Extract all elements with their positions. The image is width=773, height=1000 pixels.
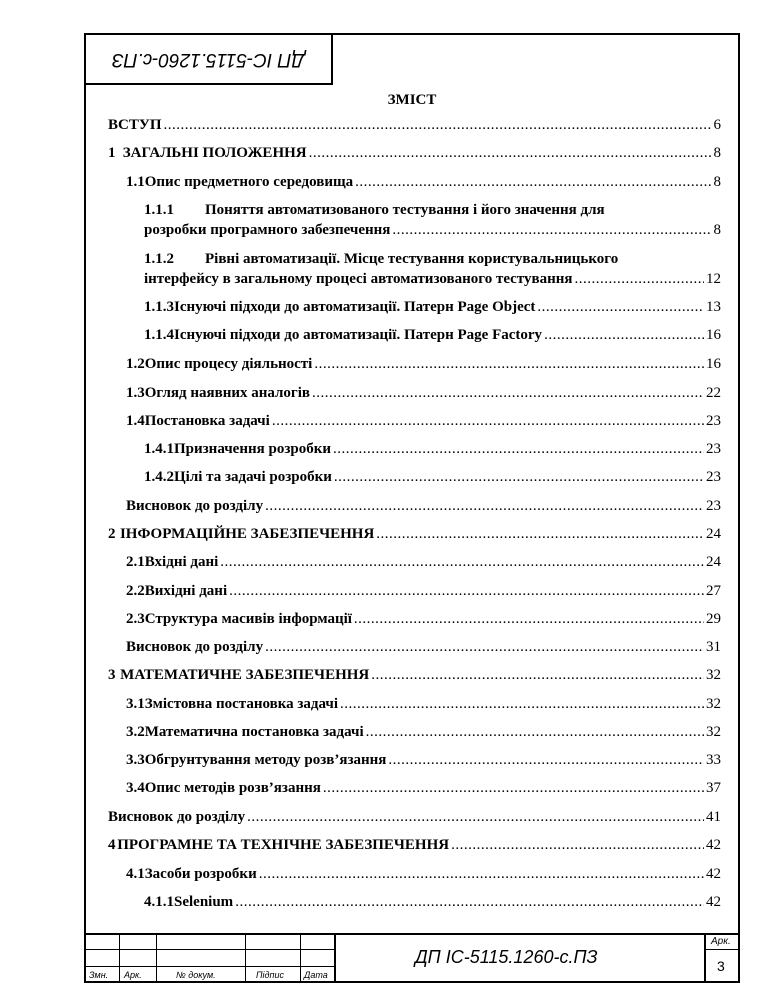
- toc-entry-number: 1.1: [126, 174, 145, 190]
- toc-entry-page: 32: [706, 696, 721, 712]
- toc-leader: [164, 116, 712, 135]
- toc-entry-page: 23: [706, 413, 721, 429]
- toc-entry-number: 2.2: [126, 583, 145, 599]
- toc-entry-page: 8: [713, 145, 721, 161]
- toc-leader: [314, 355, 704, 374]
- toc-entry: [126, 553, 721, 572]
- toc-entry-page: 24: [706, 526, 721, 542]
- toc-entry-number: 3.1: [126, 696, 145, 712]
- grid-line: [84, 966, 334, 967]
- toc-entry-number: 1.3: [126, 385, 145, 401]
- toc-entry-title: Змістовна постановка задачі: [144, 696, 339, 712]
- toc-entry-title: Обгрунтування методу розв’язання: [144, 752, 387, 768]
- toc-leader: [334, 468, 704, 487]
- toc-entry-title: ІНФОРМАЦІЙНЕ ЗАБЕЗПЕЧЕННЯ: [119, 526, 375, 542]
- toc-entry: [126, 497, 721, 516]
- toc-entry-number: 2: [108, 526, 116, 542]
- toc-entry-title: Засоби розробки: [144, 866, 257, 882]
- toc-entry-title: Призначення розробки: [174, 441, 331, 457]
- toc-entry: [144, 326, 721, 345]
- toc-leader: [247, 808, 704, 827]
- toc-entry-title: ПРОГРАМНЕ ТА ТЕХНІЧНЕ ЗАБЕЗПЕЧЕННЯ: [117, 837, 450, 853]
- toc-entry: [126, 582, 721, 601]
- toc-entry-page: 23: [706, 469, 721, 485]
- toc-entry-page: 16: [706, 356, 721, 372]
- title-block: [84, 933, 740, 983]
- toc-entry-page: 8: [713, 222, 721, 238]
- corner-stamp: [84, 33, 333, 85]
- toc-entry-number: 4: [108, 837, 116, 853]
- toc-leader: [309, 144, 712, 163]
- toc-entry-number: 3.3: [126, 752, 145, 768]
- sheet-number: 3: [717, 958, 725, 974]
- toc-leader: [312, 384, 704, 403]
- toc-entry: [126, 173, 721, 192]
- toc-entry-page: 31: [706, 639, 721, 655]
- toc-entry: [126, 355, 721, 374]
- toc-entry: [144, 893, 721, 912]
- toc-leader: [323, 779, 704, 798]
- toc-entry: [108, 116, 721, 135]
- toc-entry: [126, 751, 721, 770]
- toc-entry-number: 1.4: [126, 413, 145, 429]
- toc-leader: [235, 893, 704, 912]
- toc-entry-title: Висновок до розділу: [126, 639, 264, 655]
- toc-entry: [144, 221, 721, 240]
- toc-entry-number: 3.4: [126, 780, 145, 796]
- toc-leader: [259, 865, 704, 884]
- toc-entry: [108, 808, 721, 827]
- toc-leader: [544, 326, 704, 345]
- toc-entry-number: 2.3: [126, 611, 145, 627]
- toc-leader: [333, 440, 704, 459]
- toc-entry-page: 12: [706, 271, 721, 287]
- toc-entry-number: 1.1.1: [144, 202, 174, 218]
- toc-entry: [126, 384, 721, 403]
- toc-entry-first-line: [144, 201, 605, 220]
- col-label-sheet: Арк.: [124, 970, 142, 980]
- toc-leader: [376, 525, 704, 544]
- toc-entry-page: 42: [706, 894, 721, 910]
- corner-stamp-code: ДП ІС-5115.1260-с.ПЗ: [112, 49, 305, 70]
- toc-entry: [126, 412, 721, 431]
- toc-entry-title: Selenium: [174, 894, 234, 910]
- toc-entry: [108, 525, 721, 544]
- toc-entry-title: Цілі та задачі розробки: [174, 469, 332, 485]
- toc-entry-number: 1.4.2: [144, 469, 174, 485]
- toc-entry-page: 23: [706, 441, 721, 457]
- toc-leader: [272, 412, 704, 431]
- toc-entry: [126, 865, 721, 884]
- toc-entry-title: Опис предметного середовища: [144, 174, 354, 190]
- toc-leader: [451, 836, 704, 855]
- toc-entry-title-line1: Рівні автоматизації. Місце тестування користувальницького: [205, 251, 619, 267]
- toc-entry-page: 16: [706, 327, 721, 343]
- toc-entry: [126, 723, 721, 742]
- toc-leader: [388, 751, 704, 770]
- toc-entry-title: Існуючі підходи до автоматизації. Патерн Page Factory: [174, 327, 543, 343]
- toc-entry: [126, 610, 721, 629]
- toc-entry-title: ЗАГАЛЬНІ ПОЛОЖЕННЯ: [122, 145, 307, 161]
- toc-entry-number: 3: [108, 667, 116, 683]
- toc-entry: [144, 468, 721, 487]
- toc-entry-title: розробки програмного забезпечення: [144, 222, 391, 238]
- toc-entry: [144, 270, 721, 289]
- toc-entry-page: 8: [713, 174, 721, 190]
- title-block-top-border: [84, 933, 740, 935]
- grid-line: [119, 933, 120, 983]
- grid-line: [334, 933, 336, 983]
- grid-line: [300, 933, 301, 983]
- toc-entry-title: ВСТУП: [108, 117, 162, 133]
- toc-entry-number: 1.1.2: [144, 251, 174, 267]
- toc-entry-title: Математична постановка задачі: [144, 724, 364, 740]
- toc-entry-title: Огляд наявних аналогів: [144, 385, 310, 401]
- toc-entry-title: інтерфейсу в загальному процесі автоматизованого тестування: [144, 271, 573, 287]
- toc-entry-page: 23: [706, 498, 721, 514]
- toc-entry-title: Опис процесу діяльності: [144, 356, 313, 372]
- toc-entry-page: 24: [706, 554, 721, 570]
- toc-entry: [108, 144, 721, 163]
- toc-entry-title: Існуючі підходи до автоматизації. Патерн Page Object: [174, 299, 536, 315]
- toc-leader: [355, 173, 711, 192]
- toc-leader: [371, 666, 704, 685]
- toc-entry-number: 1: [108, 145, 116, 161]
- sheet-label: Арк.: [711, 936, 731, 947]
- col-label-change: Змн.: [89, 970, 109, 980]
- toc-leader: [229, 582, 704, 601]
- toc-leader: [575, 270, 705, 289]
- toc-entry-page: 32: [706, 667, 721, 683]
- toc-entry-number: 1.1.3: [144, 299, 174, 315]
- toc-entry-number: 1.1.4: [144, 327, 174, 343]
- col-label-signature: Підпис: [256, 970, 284, 980]
- toc-entry-page: 42: [706, 837, 721, 853]
- toc-leader: [366, 723, 704, 742]
- toc-leader: [265, 497, 704, 516]
- toc-leader: [537, 298, 704, 317]
- document-code: ДП ІС-5115.1260-с.ПЗ: [415, 947, 598, 967]
- toc-entry-page: 42: [706, 866, 721, 882]
- toc-entry: [126, 638, 721, 657]
- toc-entry-page: 41: [706, 809, 721, 825]
- toc-entry-number: 4.1.1: [144, 894, 174, 910]
- toc-leader: [220, 553, 704, 572]
- toc-entry-page: 37: [706, 780, 721, 796]
- toc-entry: [126, 779, 721, 798]
- toc-entry-number: 1.4.1: [144, 441, 174, 457]
- toc-entry-page: 6: [713, 117, 721, 133]
- toc-entry-number: 4.1: [126, 866, 145, 882]
- toc-entry-title: Висновок до розділу: [108, 809, 246, 825]
- toc-entry-number: 3.2: [126, 724, 145, 740]
- toc-entry-page: 27: [706, 583, 721, 599]
- col-label-doc-number: № докум.: [176, 970, 216, 980]
- col-label-date: Дата: [304, 970, 328, 980]
- toc-leader: [265, 638, 704, 657]
- toc-entry-page: 32: [706, 724, 721, 740]
- toc-entry-number: 2.1: [126, 554, 145, 570]
- toc-entry-title: Висновок до розділу: [126, 498, 264, 514]
- toc-entry-title: Вхідні дані: [144, 554, 219, 570]
- toc-entry-title: Структура масивів інформації: [144, 611, 352, 627]
- toc-entry: [126, 695, 721, 714]
- toc-entry-title: Опис методів розв’язання: [144, 780, 321, 796]
- toc-leader: [340, 695, 704, 714]
- toc-entry: [144, 440, 721, 459]
- grid-line: [84, 949, 334, 950]
- toc-entry-page: 13: [706, 299, 721, 315]
- toc-entry: [108, 666, 721, 685]
- toc-entry-number: 1.2: [126, 356, 145, 372]
- grid-line: [704, 933, 706, 983]
- toc-entry-page: 22: [706, 385, 721, 401]
- toc-entry-title-line1: Поняття автоматизованого тестування і його значення для: [205, 202, 605, 218]
- toc-entry: [144, 298, 721, 317]
- toc-entry-page: 33: [706, 752, 721, 768]
- toc-leader: [354, 610, 704, 629]
- toc-entry: [108, 836, 721, 855]
- grid-line: [245, 933, 246, 983]
- grid-line: [704, 949, 740, 950]
- toc-entry-title: Вихідні дані: [144, 583, 228, 599]
- toc-leader: [392, 221, 711, 240]
- toc-title: ЗМІСТ: [387, 92, 437, 108]
- toc-entry-title: Постановка задачі: [144, 413, 270, 429]
- toc-entry-first-line: [144, 250, 618, 269]
- toc-entry-title: МАТЕМАТИЧНЕ ЗАБЕЗПЕЧЕННЯ: [120, 667, 370, 683]
- grid-line: [156, 933, 157, 983]
- toc-entry-page: 29: [706, 611, 721, 627]
